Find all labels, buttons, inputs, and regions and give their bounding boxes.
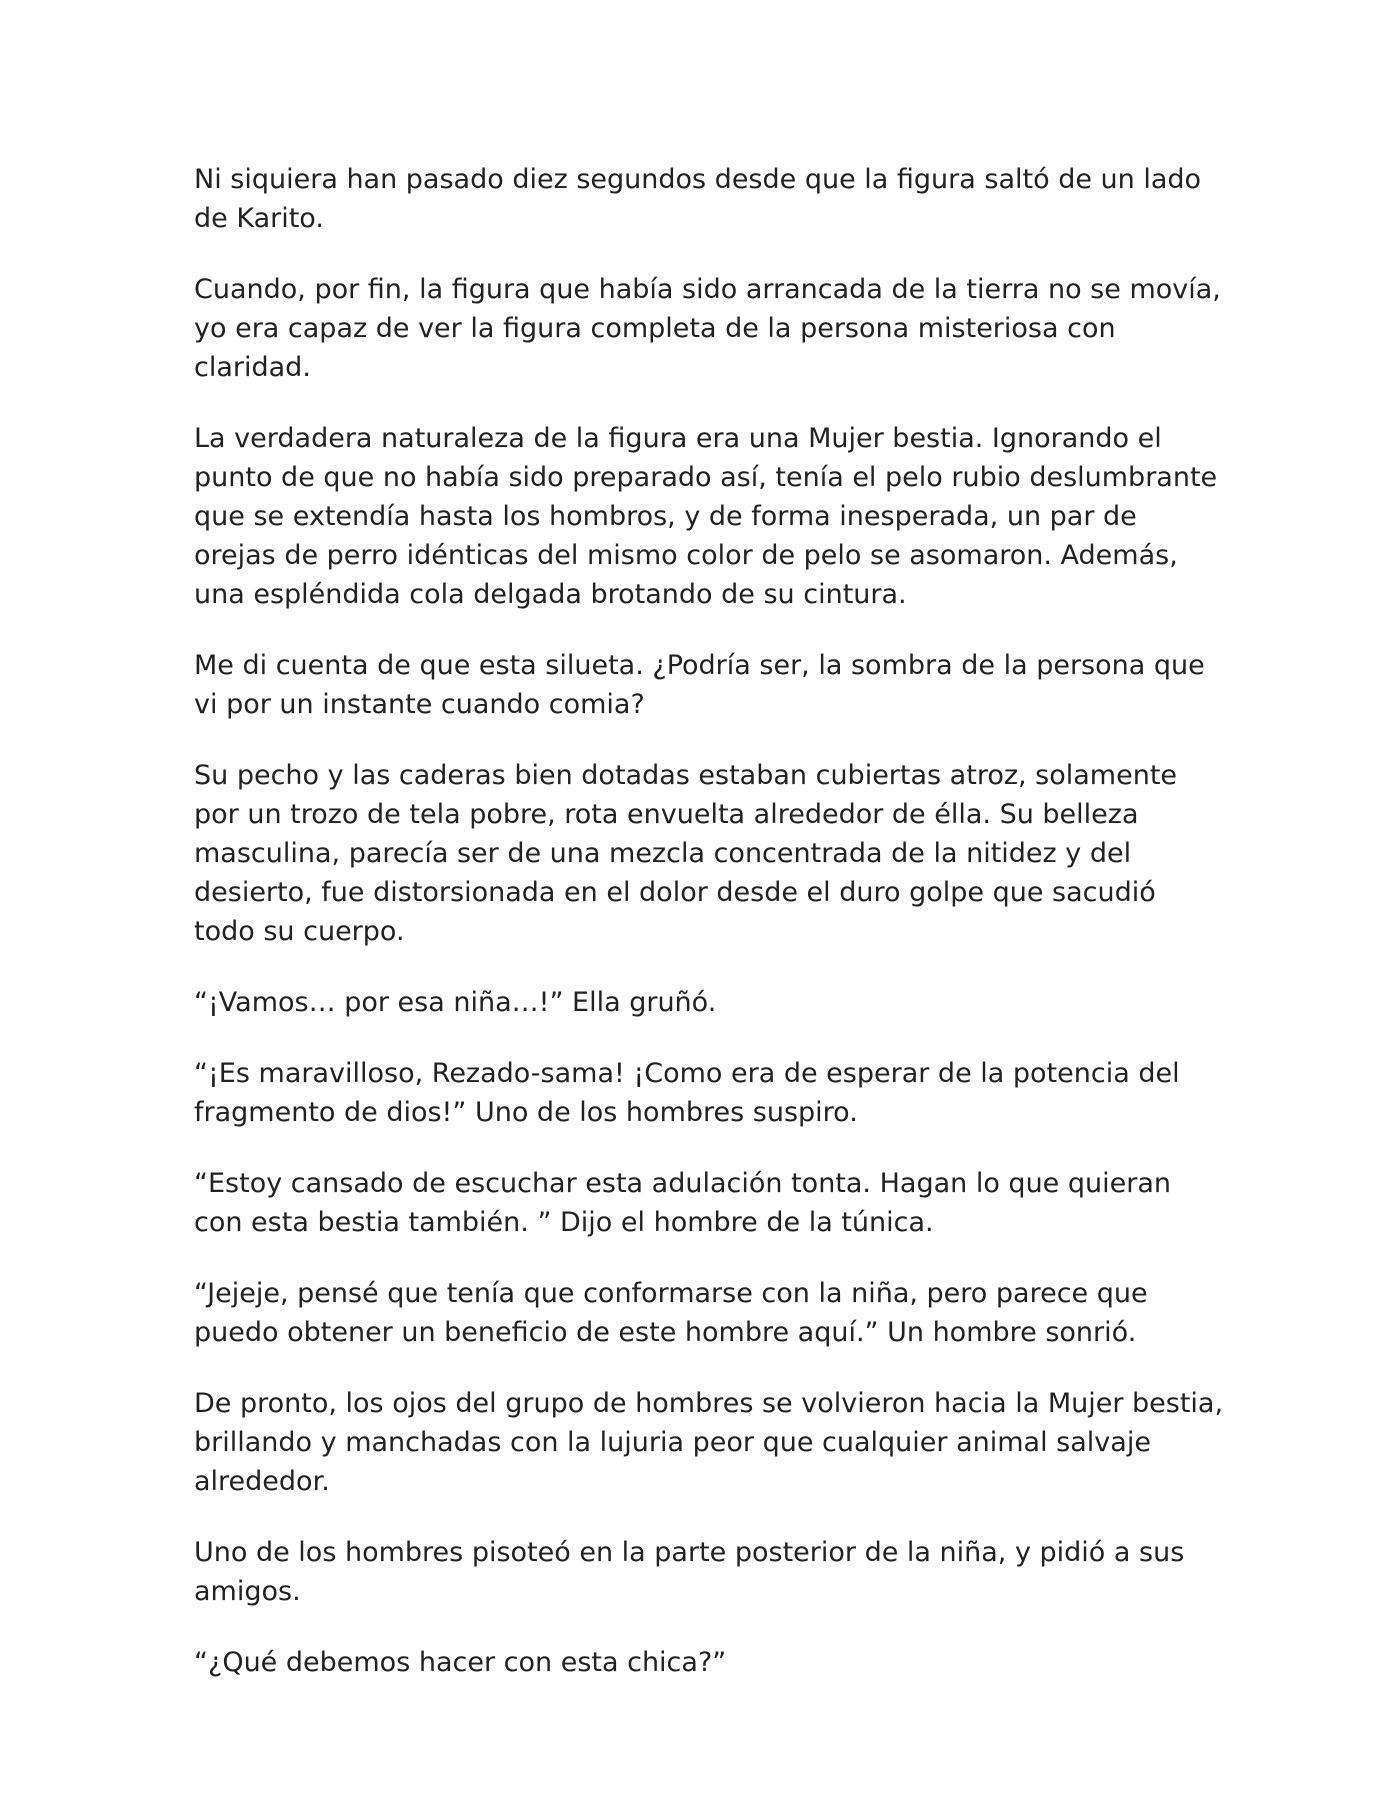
paragraph: Cuando, por fin, la figura que había sido arrancada de la tierra no se movía, yo era capaz de ver la figura completa de la persona misteriosa con claridad. (194, 274, 1221, 383)
paragraph: “¡Es maravilloso, Rezado-sama! ¡Como era de esperar de la potencia del fragmento de dios!” Uno de los hombres suspiro. (194, 1058, 1180, 1128)
paragraph: La verdadera naturaleza de la figura era una Mujer bestia. Ignorando el punto de que no había sido preparado así, tenía el pelo rubio deslumbrante que se extendía hasta los hombros, y de forma inesperada, un par de orejas de perro idénticas del mismo color de pelo se asomaron. Además, una espléndida cola delgada brotando de su cintura. (194, 423, 1218, 610)
paragraph: Me di cuenta de que esta silueta. ¿Podría ser, la sombra de la persona que vi por un instante cuando comia? (194, 650, 1205, 720)
paragraph: “¡Vamos… por esa niña…!” Ella gruñó. (194, 987, 717, 1018)
document-body (194, 160, 1224, 1714)
paragraph: “Estoy cansado de escuchar esta adulación tonta. Hagan lo que quieran con esta bestia también. ” Dijo el hombre de la túnica. (194, 1168, 1171, 1238)
paragraph: Su pecho y las caderas bien dotadas estaban cubiertas atroz, solamente por un trozo de tela pobre, rota envuelta alrededor de élla. Su belleza masculina, parecía ser de una mezcla concentrada de la nitidez y del desierto, fue distorsionada en el dolor desde el duro golpe que sacudió todo su cuerpo. (194, 760, 1178, 947)
paragraph: “Jejeje, pensé que tenía que conformarse con la niña, pero parece que puedo obtener un beneficio de este hombre aquí.” Un hombre sonrió. (194, 1278, 1148, 1348)
paragraph: Uno de los hombres pisoteó en la parte posterior de la niña, y pidió a sus amigos. (194, 1537, 1185, 1607)
paragraph: Ni siquiera han pasado diez segundos desde que la figura saltó de un lado de Karito. (194, 164, 1202, 234)
paragraph: De pronto, los ojos del grupo de hombres se volvieron hacia la Mujer bestia, brillando y manchadas con la lujuria peor que cualquier animal salvaje alrededor. (194, 1388, 1224, 1497)
paragraph: “¿Qué debemos hacer con esta chica?” (194, 1647, 727, 1678)
